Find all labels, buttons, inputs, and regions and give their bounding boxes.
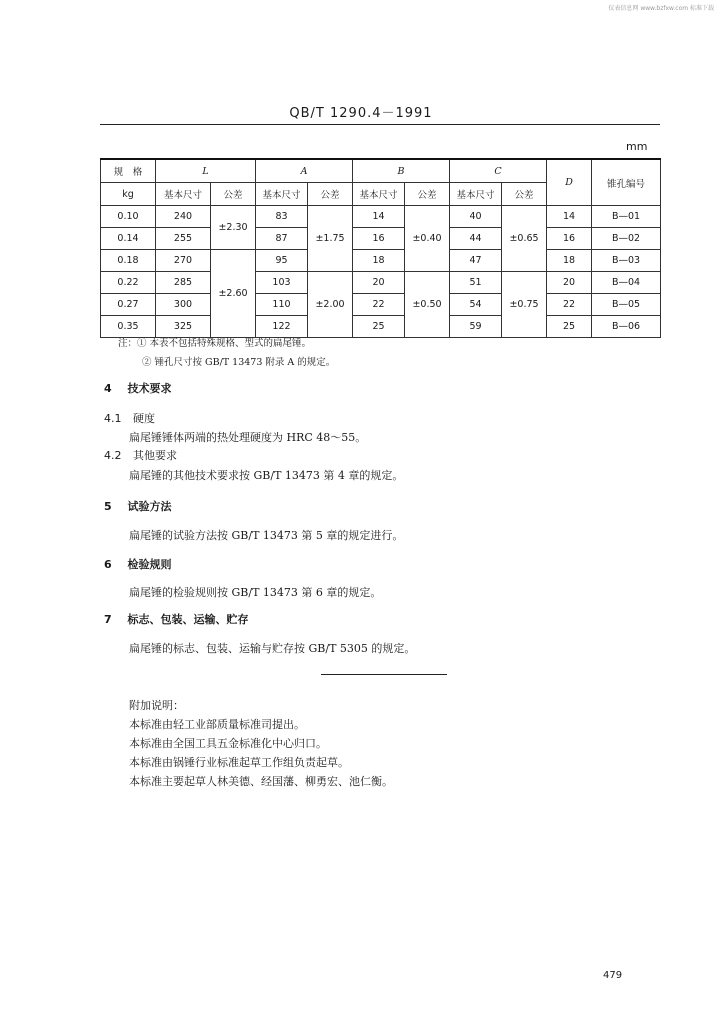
supplement-line-3: 本标准由锅锤行业标准起草工作组负责起草。 [129,756,349,769]
standard-code-header: QB/T 1290.4－1991 [289,106,433,121]
supplement-line-1: 本标准由轻工业部质量标准司提出。 [129,718,305,731]
supplement-line-4: 本标准主要起草人林美德、经国藩、柳勇宏、池仁衡。 [129,775,393,788]
supplementary-notes [129,696,393,791]
cell-A: 103 [256,272,308,294]
section-7-text: 扁尾锤的标志、包装、运输与贮存按 GB/T 5305 的规定。 [129,642,416,655]
section-6-title: 检验规则 [127,558,172,571]
cell-spec: 0.27 [101,294,156,316]
header-L-tol: 公差 [211,183,256,206]
cell-A: 87 [256,228,308,250]
cell-spec: 0.10 [101,206,156,228]
section-7-number: 7 [104,613,112,626]
section-7-title: 标志、包装、运输、贮存 [127,613,249,626]
section-4-2-heading [104,447,177,463]
cell-spec: 0.14 [101,228,156,250]
table-row [101,228,661,250]
cell-B-tol: ±0.40 [405,206,450,272]
header-B: B [353,159,450,183]
cell-B: 14 [353,206,405,228]
dimension-table [100,158,661,338]
page-number: 479 [603,970,623,981]
section-4-heading [104,380,172,396]
cell-D: 20 [547,272,592,294]
header-A: A [256,159,353,183]
cell-A: 110 [256,294,308,316]
supplement-line-2: 本标准由全国工具五金标准化中心归口。 [129,737,327,750]
header-L: L [156,159,256,183]
cell-A: 83 [256,206,308,228]
header-C-tol: 公差 [502,183,547,206]
cell-spec: 0.35 [101,316,156,338]
section-4-2-text: 扁尾锤的其他技术要求按 GB/T 13473 第 4 章的规定。 [129,469,404,482]
section-4-1-title: 硬度 [133,412,155,425]
note-2: ② 锤孔尺寸按 GB/T 13473 附录 A 的规定。 [142,357,336,368]
section-4-1-text: 扁尾锤锤体两端的热处理硬度为 HRC 48～55。 [129,431,367,444]
header-spec-unit: kg [101,183,156,206]
cell-hole-code: B—02 [592,228,661,250]
cell-hole-code: B—05 [592,294,661,316]
section-5-heading [104,498,172,514]
header-spec: 规 格 [101,159,156,183]
cell-A-tol: ±2.00 [308,272,353,338]
cell-L: 240 [156,206,211,228]
cell-L: 285 [156,272,211,294]
cell-A: 122 [256,316,308,338]
cell-C: 44 [450,228,502,250]
end-rule [321,674,447,675]
cell-D: 25 [547,316,592,338]
section-4-number: 4 [104,382,112,395]
section-5-text: 扁尾锤的试验方法按 GB/T 13473 第 5 章的规定进行。 [129,529,404,542]
header-C: C [450,159,547,183]
cell-hole-code: B—03 [592,250,661,272]
section-4-2-number: 4.2 [104,449,122,462]
header-A-basic: 基本尺寸 [256,183,308,206]
cell-C: 54 [450,294,502,316]
header-hole-no: 锥孔编号 [592,159,661,206]
header-C-basic: 基本尺寸 [450,183,502,206]
section-4-2-title: 其他要求 [133,449,177,462]
cell-C: 40 [450,206,502,228]
table-row [101,206,661,228]
table-row [101,272,661,294]
header-B-basic: 基本尺寸 [353,183,405,206]
cell-hole-code: B—04 [592,272,661,294]
section-6-text: 扁尾锤的检验规则按 GB/T 13473 第 6 章的规定。 [129,586,382,599]
section-7-heading [104,611,249,627]
section-4-1-number: 4.1 [104,412,122,425]
section-5-title: 试验方法 [127,500,172,513]
cell-C: 59 [450,316,502,338]
table-row [101,294,661,316]
cell-B-tol: ±0.50 [405,272,450,338]
section-6-heading [104,556,172,572]
cell-D: 18 [547,250,592,272]
cell-L: 270 [156,250,211,272]
cell-C: 47 [450,250,502,272]
cell-D: 22 [547,294,592,316]
section-6-number: 6 [104,558,112,571]
header-rule [100,124,660,125]
table-unit: mm [626,140,648,153]
header-L-basic: 基本尺寸 [156,183,211,206]
cell-spec: 0.18 [101,250,156,272]
header-D: D [547,159,592,206]
cell-B: 25 [353,316,405,338]
cell-L-tol: ±2.30 [211,206,256,250]
cell-B: 16 [353,228,405,250]
cell-A: 95 [256,250,308,272]
cell-hole-code: B—06 [592,316,661,338]
cell-C: 51 [450,272,502,294]
cell-C-tol: ±0.65 [502,206,547,272]
cell-B: 22 [353,294,405,316]
cell-A-tol: ±1.75 [308,206,353,272]
cell-L: 300 [156,294,211,316]
supplement-title: 附加说明： [129,699,184,712]
table-notes [118,334,335,372]
cell-B: 18 [353,250,405,272]
section-4-title: 技术要求 [127,382,172,395]
cell-L: 255 [156,228,211,250]
cell-D: 14 [547,206,592,228]
section-5-number: 5 [104,500,112,513]
table-row [101,250,661,272]
cell-C-tol: ±0.75 [502,272,547,338]
cell-D: 16 [547,228,592,250]
cell-L-tol: ±2.60 [211,250,256,338]
cell-L: 325 [156,316,211,338]
cell-hole-code: B—01 [592,206,661,228]
watermark-text: 仪表信息网 www.bzfxw.com 标准下载 [608,5,714,12]
header-B-tol: 公差 [405,183,450,206]
note-1: 注：① 本表不包括特殊规格、型式的扁尾锤。 [118,338,312,349]
cell-spec: 0.22 [101,272,156,294]
cell-B: 20 [353,272,405,294]
section-4-1-heading [104,410,155,426]
header-A-tol: 公差 [308,183,353,206]
